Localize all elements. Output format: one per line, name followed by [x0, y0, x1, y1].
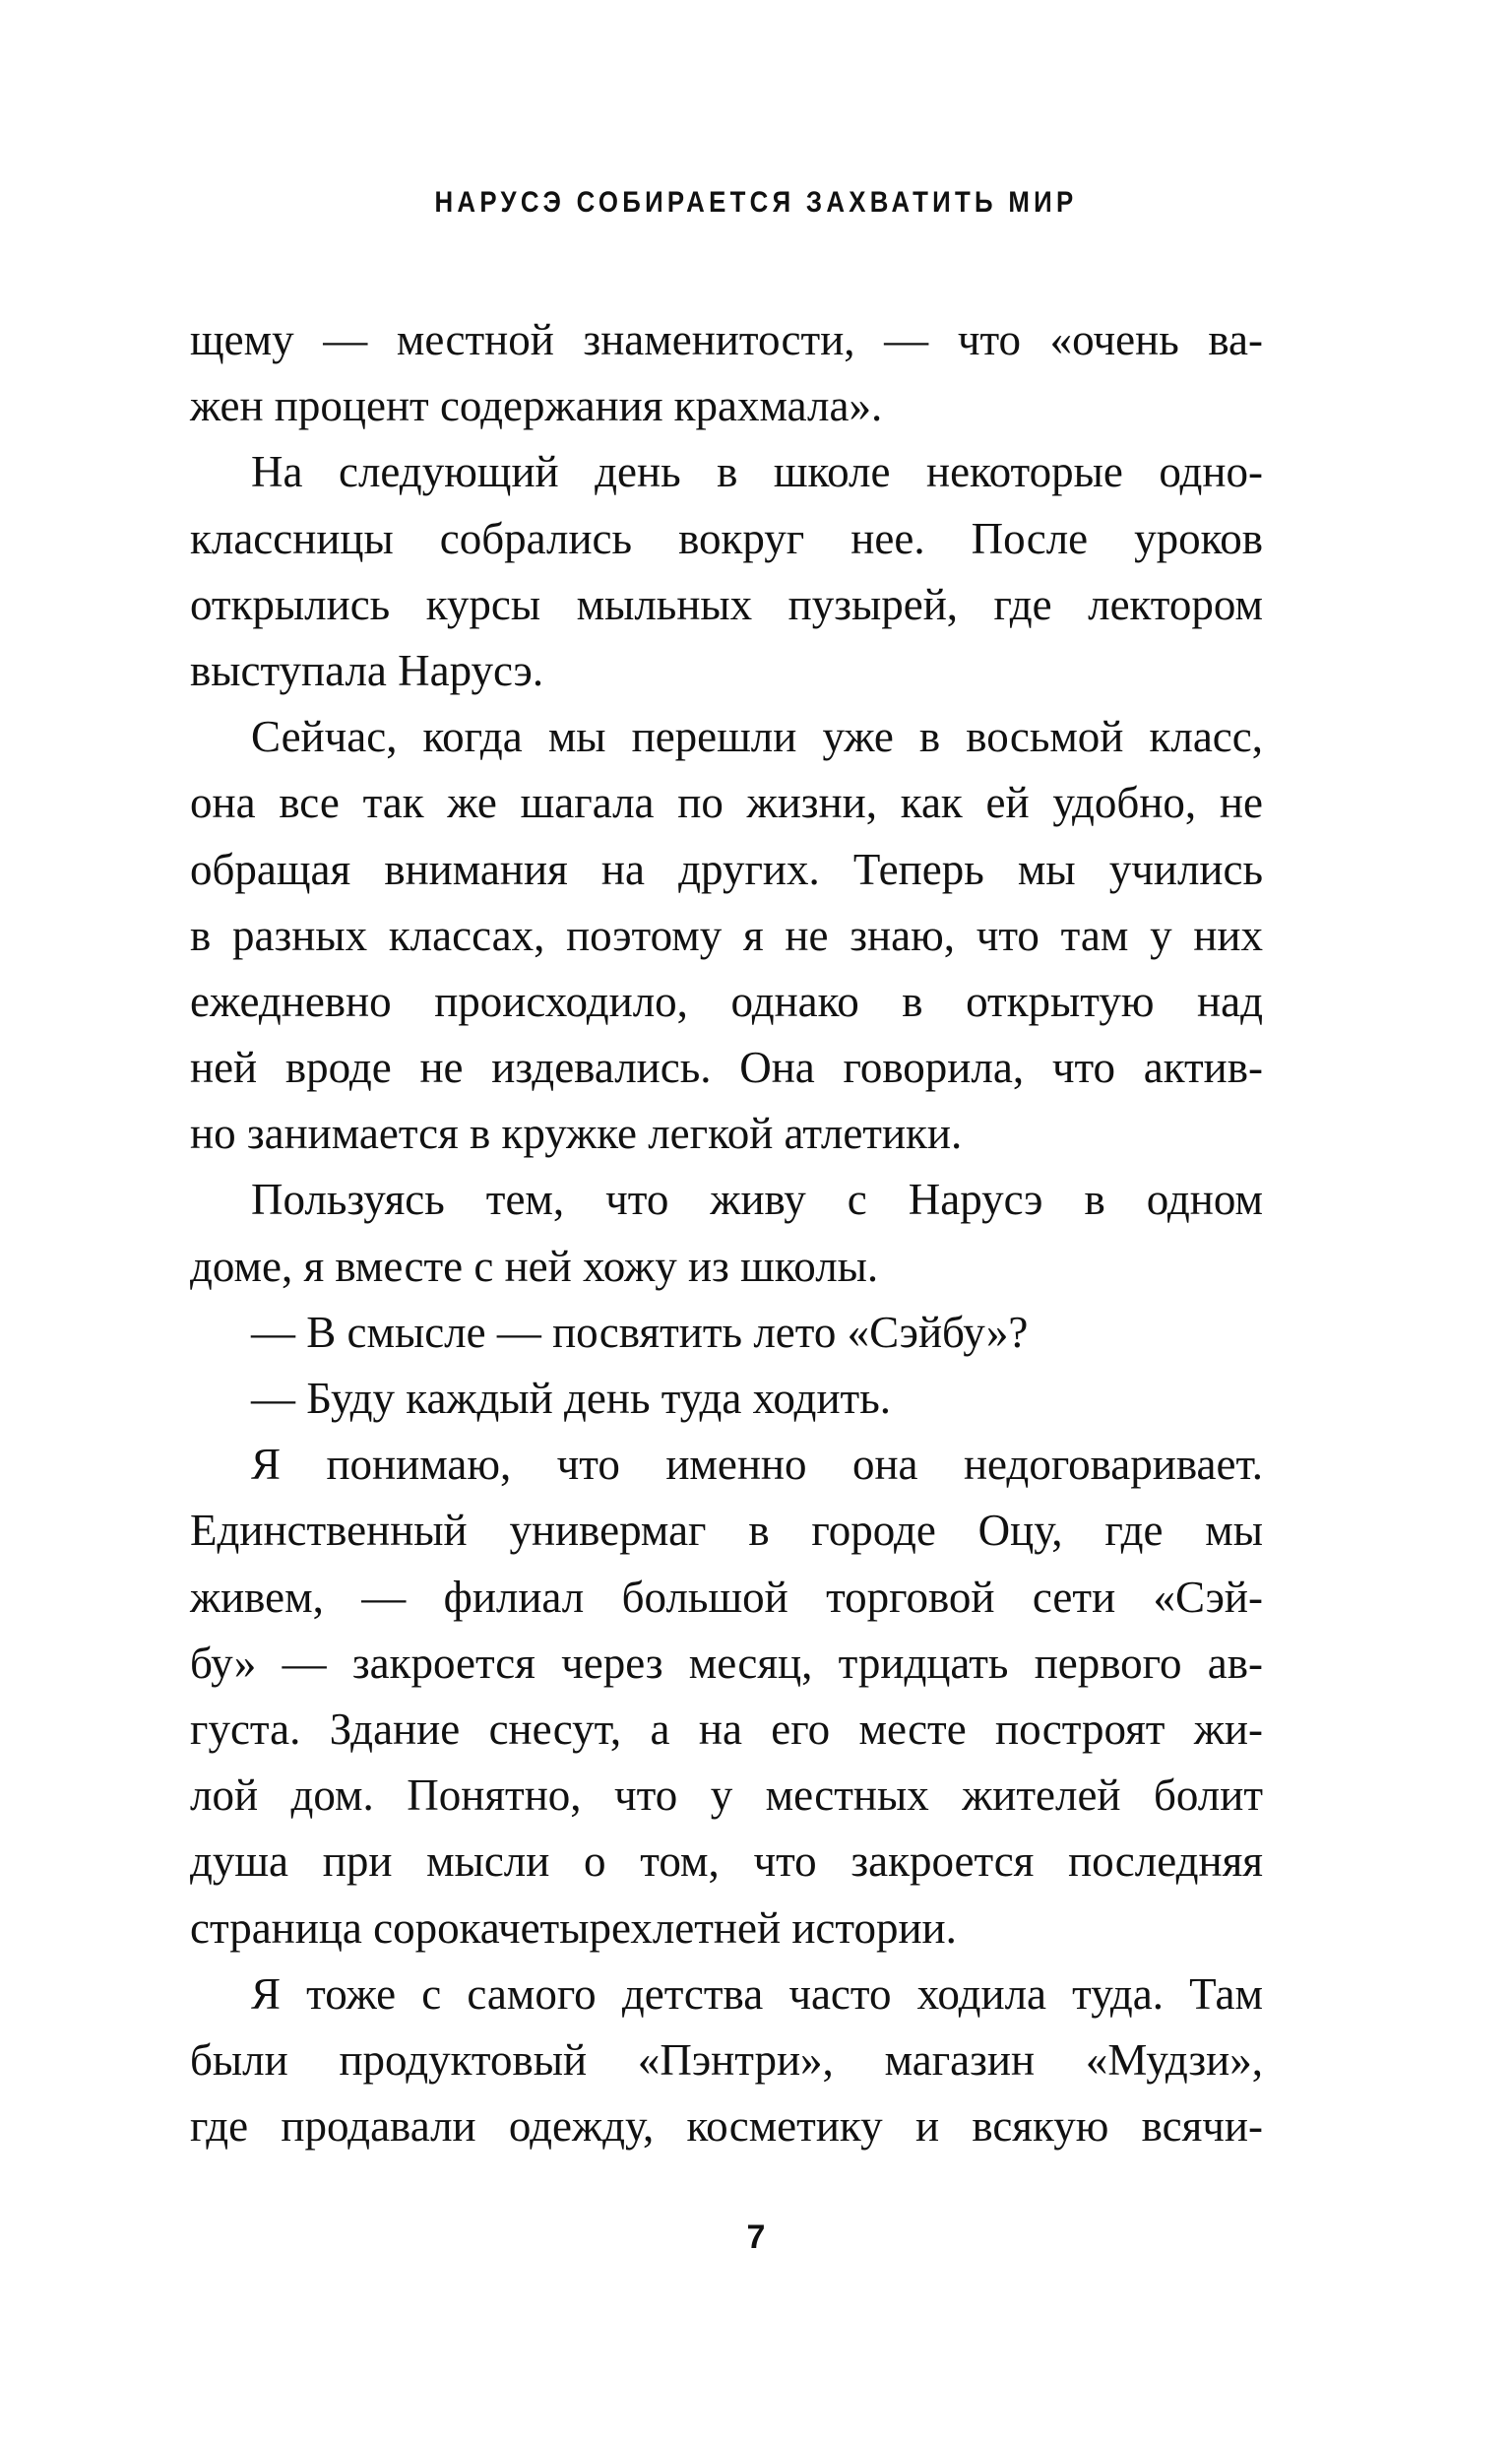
text-line: бу» — закроется через месяц, тридцать первого ав- — [190, 1638, 1263, 1688]
dialogue-line — [190, 1366, 1263, 1432]
paragraph — [190, 307, 1263, 439]
text-line: живем, — филиал большой торговой сети «Сэй- — [190, 1572, 1263, 1622]
paragraph — [190, 1961, 1263, 2160]
dialogue-line — [190, 1300, 1263, 1366]
text-line: ежедневно происходило, однако в открытую над — [190, 976, 1263, 1026]
body-text — [190, 307, 1263, 2159]
text-line: ней вроде не издевались. Она говорила, что актив- — [190, 1043, 1263, 1093]
text-line: лой дом. Понятно, что у местных жителей болит — [190, 1770, 1263, 1821]
text-line: Сейчас, когда мы перешли уже в восьмой класс, — [251, 712, 1263, 762]
text-line: — В смысле — посвятить лето «Сэйбу»? — [251, 1307, 1029, 1357]
text-line: она все так же шагала по жизни, как ей удобно, не — [190, 778, 1263, 828]
text-line: — Буду каждый день туда ходить. — [251, 1374, 891, 1423]
text-line: На следующий день в школе некоторые одно- — [251, 447, 1263, 497]
paragraph — [190, 1432, 1263, 1961]
page-number: 7 — [746, 2218, 766, 2256]
text-line: выступала Нарусэ. — [190, 645, 544, 695]
text-line: щему — местной знаменитости, — что «очень ва- — [190, 315, 1263, 364]
text-line: классницы собрались вокруг нее. После уроков — [190, 513, 1263, 563]
text-line: Я понимаю, что именно она недоговаривает. — [251, 1440, 1263, 1490]
text-line: жен процент содержания крахмала». — [190, 381, 883, 431]
text-line: где продавали одежду, косметику и всякую всячи- — [190, 2101, 1263, 2152]
paragraph — [190, 1167, 1263, 1299]
text-line: были продуктовый «Пэнтри», магазин «Мудзи», — [190, 2034, 1263, 2085]
running-header: НАРУСЭ СОБИРАЕТСЯ ЗАХВАТИТЬ МИР — [434, 186, 1078, 219]
text-line: обращая внимания на других. Теперь мы учились — [190, 844, 1263, 894]
text-line: Пользуясь тем, что живу с Нарусэ в одном — [251, 1175, 1263, 1225]
text-line: но занимается в кружке легкой атлетики. — [190, 1109, 963, 1159]
text-line: в разных классах, поэтому я не знаю, что там у них — [190, 910, 1263, 960]
text-line: густа. Здание снесут, а на его месте построят жи- — [190, 1704, 1263, 1754]
text-line: страница сорокачетырехлетней истории. — [190, 1902, 957, 1953]
text-line: Я тоже с самого детства часто ходила туда. Там — [251, 1968, 1263, 2019]
text-line: Единственный универмаг в городе Оцу, где мы — [190, 1506, 1263, 1556]
text-line: доме, я вместе с ней хожу из школы. — [190, 1241, 879, 1291]
paragraph — [190, 704, 1263, 1167]
paragraph — [190, 439, 1263, 704]
text-line: открылись курсы мыльных пузырей, где лектором — [190, 579, 1263, 629]
text-line: душа при мысли о том, что закроется последняя — [190, 1836, 1263, 1887]
